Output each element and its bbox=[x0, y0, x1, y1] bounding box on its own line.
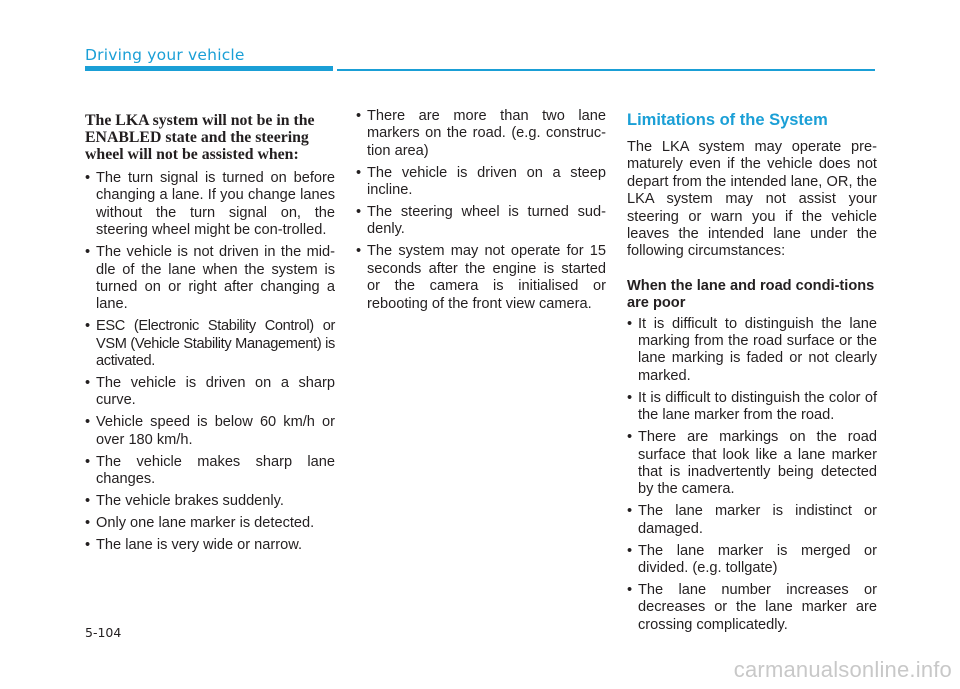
list-item: • The vehicle is driven on a sharp curve. bbox=[85, 375, 335, 410]
list-item: • ESC (Electronic Stability Control) or VSM (Vehicle Stability Management) is activated. bbox=[85, 318, 335, 370]
poor-conditions-subheading: When the lane and road condi-tions are poor bbox=[627, 277, 875, 312]
section-header-title: Driving your vehicle bbox=[85, 46, 245, 64]
list-item: • The turn signal is turned on before changing a lane. If you change lanes without the turn signal on, the steering wheel might be con-trolled. bbox=[85, 170, 335, 240]
watermark: carmanualsonline.info bbox=[733, 657, 952, 682]
page-number: 5-104 bbox=[85, 625, 122, 640]
list-item: • The lane is very wide or narrow. bbox=[85, 537, 335, 554]
column-left bbox=[85, 108, 335, 559]
poor-conditions-list bbox=[627, 316, 877, 634]
header-rule-thick bbox=[85, 66, 333, 71]
limitations-heading: Limitations of the System bbox=[627, 111, 828, 129]
list-item: • Only one lane marker is detected. bbox=[85, 515, 335, 532]
lka-not-enabled-list-continued bbox=[356, 108, 606, 313]
header-rule-thin bbox=[337, 69, 875, 71]
column-middle bbox=[356, 108, 606, 317]
list-item: • It is difficult to distinguish the lane marking from the road surface or the lane marking is faded or not clearly marked. bbox=[627, 316, 877, 386]
lka-not-enabled-heading: The LKA system will not be in the ENABLED state and the steering wheel will not be assisted when: bbox=[85, 112, 315, 163]
list-item: • The vehicle brakes suddenly. bbox=[85, 493, 335, 510]
list-item: • Vehicle speed is below 60 km/h or over 180 km/h. bbox=[85, 414, 335, 449]
column-right bbox=[627, 108, 877, 639]
list-item: • The lane marker is indistinct or damaged. bbox=[627, 503, 877, 538]
list-item: • The system may not operate for 15 seconds after the engine is started or the camera is initialised or rebooting of the front view camera. bbox=[356, 243, 606, 313]
list-item: • The vehicle is driven on a steep incline. bbox=[356, 165, 606, 200]
list-item: • The lane number increases or decreases or the lane marker are crossing complicatedly. bbox=[627, 582, 877, 634]
list-item: • It is difficult to distinguish the color of the lane marker from the road. bbox=[627, 390, 877, 425]
list-item: • The lane marker is merged or divided. (e.g. tollgate) bbox=[627, 543, 877, 578]
list-item: • The vehicle makes sharp lane changes. bbox=[85, 454, 335, 489]
list-item: • The vehicle is not driven in the mid-dle of the lane when the system is turned on or right after changing a lane. bbox=[85, 244, 335, 314]
limitations-intro: The LKA system may operate pre-maturely even if the vehicle does not depart from the intended lane, OR, the LKA system may not assist your steering or warn you if the vehicle leaves the intended lane under the following circumstances: bbox=[627, 139, 877, 260]
list-item: • The steering wheel is turned sud-denly. bbox=[356, 204, 606, 239]
list-item: • There are markings on the road surface that look like a lane marker that is inadvertently being detected by the camera. bbox=[627, 429, 877, 499]
list-item: • There are more than two lane markers on the road. (e.g. construc-tion area) bbox=[356, 108, 606, 160]
lka-not-enabled-list bbox=[85, 170, 335, 554]
